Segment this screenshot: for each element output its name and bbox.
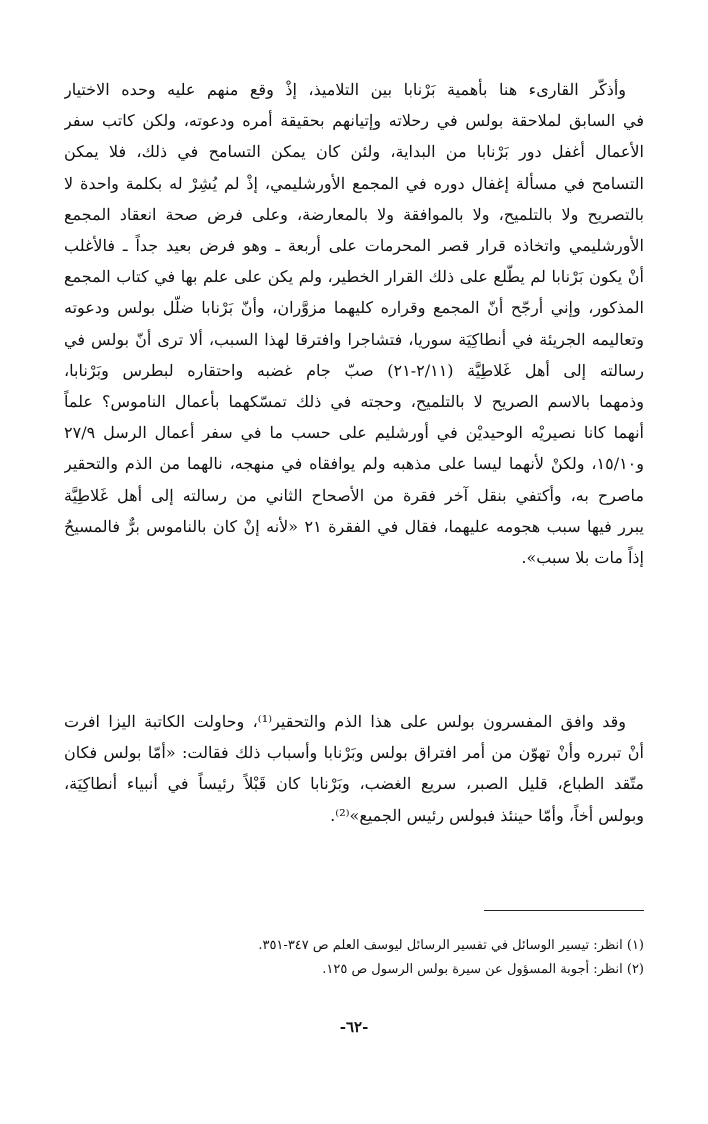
text-line: الأعمال أغفل دور بَرْنابا من البداية، ولئن كان يمكن التسامح في ذلك، فلا يمكن [64, 142, 644, 162]
text-line: متّقد الطباع، قليل الصبر، سريع الغضب، وبَرْنابا كان قَبْلاً رئيساً في أنبياء أنطاكِيَة، [64, 774, 644, 794]
text-line: أنْ تبرره وأنْ تهوّن من أمر افتراق بولس وبَرْنابا وأسباب ذلك فقالت: «أمّا بولس فكان [64, 743, 644, 763]
page-number: -٦٢- [339, 1018, 369, 1036]
text-line: رسالته إلى أهل غَلاطِيَّة (٢/١١-٢١) صبّ جام غضبه واحتقاره لبطرس وبَرْنابا، [64, 360, 644, 380]
body-paragraph-2 [64, 706, 644, 831]
text-line: المذكور، وإني أرجّح أنّ المجمع وقراره كليهما مزوَّران، وأنّ بَرْنابا ضلّل بولس ودعوته [64, 298, 644, 318]
footnotes [64, 934, 644, 982]
text-line: وقد وافق المفسرون بولس على هذا الذم والتحقير⁽¹⁾، وحاولت الكاتبة اليزا افرت [64, 712, 626, 731]
text-line: وأذكّر القارىء هنا بأهمية بَرْنابا بين التلاميذ، إذْ وقع منهم عليه وحده الاختيار [64, 80, 626, 99]
text-line: وبولس أخاً، وأمّا حينئذ فبولس رئيس الجميع»⁽²⁾. [330, 805, 644, 825]
text-line: وذمهما بالاسم الصريح لا بالتلميح، وحجته في ذلك تمسّكهما بأعمال الناموس؟ علماً [64, 392, 644, 412]
text-line: بالتصريح ولا بالتلميح، ولا بالموافقة ولا بالمعارضة، وعلى فرض صحة انعقاد المجمع [64, 204, 644, 224]
text-line: و١٥/١٠، ولكنْ لأنهما ليسا على مذهبه ولم يوافقاه في منهجه، نالهما من الذم والتحقير [64, 454, 644, 474]
text-line: إذاً مات بلا سبب». [521, 548, 644, 568]
footnote-2: (٢) انظر: أجوبة المسؤول عن سيرة بولس الرسول ص ١٢٥. [322, 962, 644, 977]
text-line: الأورشليمي واتخاذه قرار قصر المحرمات على أربعة ـ وهو فرض بعيد جداً ـ فالأغلب [64, 236, 644, 256]
footnote-1: (١) انظر: تيسير الوسائل في تفسير الرسائل ليوسف العلم ص ٣٤٧-٣٥١. [258, 938, 644, 953]
text-line: وتعاليمه الجريئة في أنطاكِيَة سوريا، فتشاجرا وافترقا لهذا السبب، ألا ترى أنّ بولس في [64, 329, 644, 349]
text-line: ماصرح به، وأكتفي بنقل آخر فقرة من الأصحاح الثاني من رسالته إلى أهل غَلاطِيَّة [64, 485, 644, 505]
footnote-separator [484, 910, 644, 911]
text-line: في السابق لملاحقة بولس في رحلاته وإتيانهم بحقيقة أمره ودعوته، ولكن كاتب سفر [64, 111, 644, 131]
body-paragraph-1 [64, 74, 644, 573]
text-line: يبرر فيها سبب هجومه عليهما، فقال في الفقرة ٢١ «لأنه إنْ كان بالناموس برٌّ فالمسيحُ [64, 516, 644, 536]
text-line: أنْ يكون بَرْنابا لم يطّلع على ذلك القرار الخطير، ولم يكن على علم بها في كتاب المجمع [64, 267, 644, 287]
text-line: التسامح في مسألة إغفال دوره في المجمع الأورشليمي، إذْ لم يُشِرْ له بكلمة واحدة لا [64, 173, 644, 193]
text-line: أنهما كانا نصيريْه الوحيديْن في أورشليم على حسب ما في سفر أعمال الرسل ٢٧/٩ [64, 423, 644, 443]
